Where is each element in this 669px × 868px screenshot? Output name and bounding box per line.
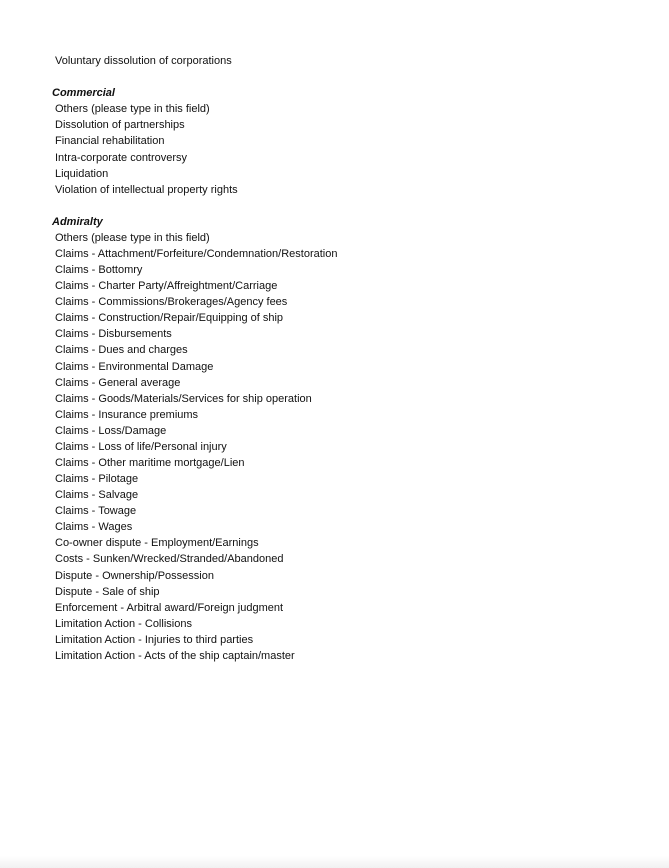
admiralty-item: Claims - Salvage [55,489,139,501]
admiralty-heading: Admiralty [52,216,103,228]
admiralty-item: Claims - Dues and charges [55,344,188,356]
admiralty-item: Claims - Loss/Damage [55,425,167,437]
admiralty-item: Dispute - Ownership/Possession [55,570,214,582]
admiralty-item: Limitation Action - Injuries to third parties [55,634,254,646]
admiralty-item: Claims - Charter Party/Affreightment/Carriage [55,280,278,292]
admiralty-item: Claims - Disbursements [55,328,172,340]
commercial-item: Others (please type in this field) [55,103,210,115]
admiralty-item: Claims - Other maritime mortgage/Lien [55,457,245,469]
admiralty-item: Claims - Environmental Damage [55,361,214,373]
admiralty-item: Limitation Action - Collisions [55,618,192,630]
commercial-item: Intra-corporate controversy [55,152,188,164]
admiralty-item: Claims - Goods/Materials/Services for ship operation [55,393,312,405]
admiralty-item: Co-owner dispute - Employment/Earnings [55,537,259,549]
commercial-item: Violation of intellectual property rights [55,184,238,196]
admiralty-item: Claims - Loss of life/Personal injury [55,441,227,453]
admiralty-item: Costs - Sunken/Wrecked/Stranded/Abandoned [55,553,284,565]
admiralty-item: Enforcement - Arbitral award/Foreign judgment [55,602,284,614]
admiralty-item: Claims - General average [55,377,181,389]
admiralty-item: Claims - Commissions/Brokerages/Agency fees [55,296,288,308]
admiralty-item: Claims - Wages [55,521,133,533]
admiralty-item: Claims - Insurance premiums [55,409,199,421]
admiralty-item: Claims - Construction/Repair/Equipping of ship [55,312,284,324]
admiralty-item: Dispute - Sale of ship [55,586,160,598]
admiralty-item: Claims - Bottomry [55,264,143,276]
admiralty-item: Claims - Towage [55,505,137,517]
commercial-item: Liquidation [55,168,109,180]
commercial-heading: Commercial [52,87,115,99]
intro-line: Voluntary dissolution of corporations [55,55,232,67]
admiralty-item: Limitation Action - Acts of the ship captain/master [55,650,295,662]
page-bottom-edge [0,856,669,868]
admiralty-item: Others (please type in this field) [55,232,210,244]
admiralty-item: Claims - Attachment/Forfeiture/Condemnation/Restoration [55,248,338,260]
commercial-item: Dissolution of partnerships [55,119,185,131]
admiralty-item: Claims - Pilotage [55,473,139,485]
commercial-item: Financial rehabilitation [55,135,165,147]
